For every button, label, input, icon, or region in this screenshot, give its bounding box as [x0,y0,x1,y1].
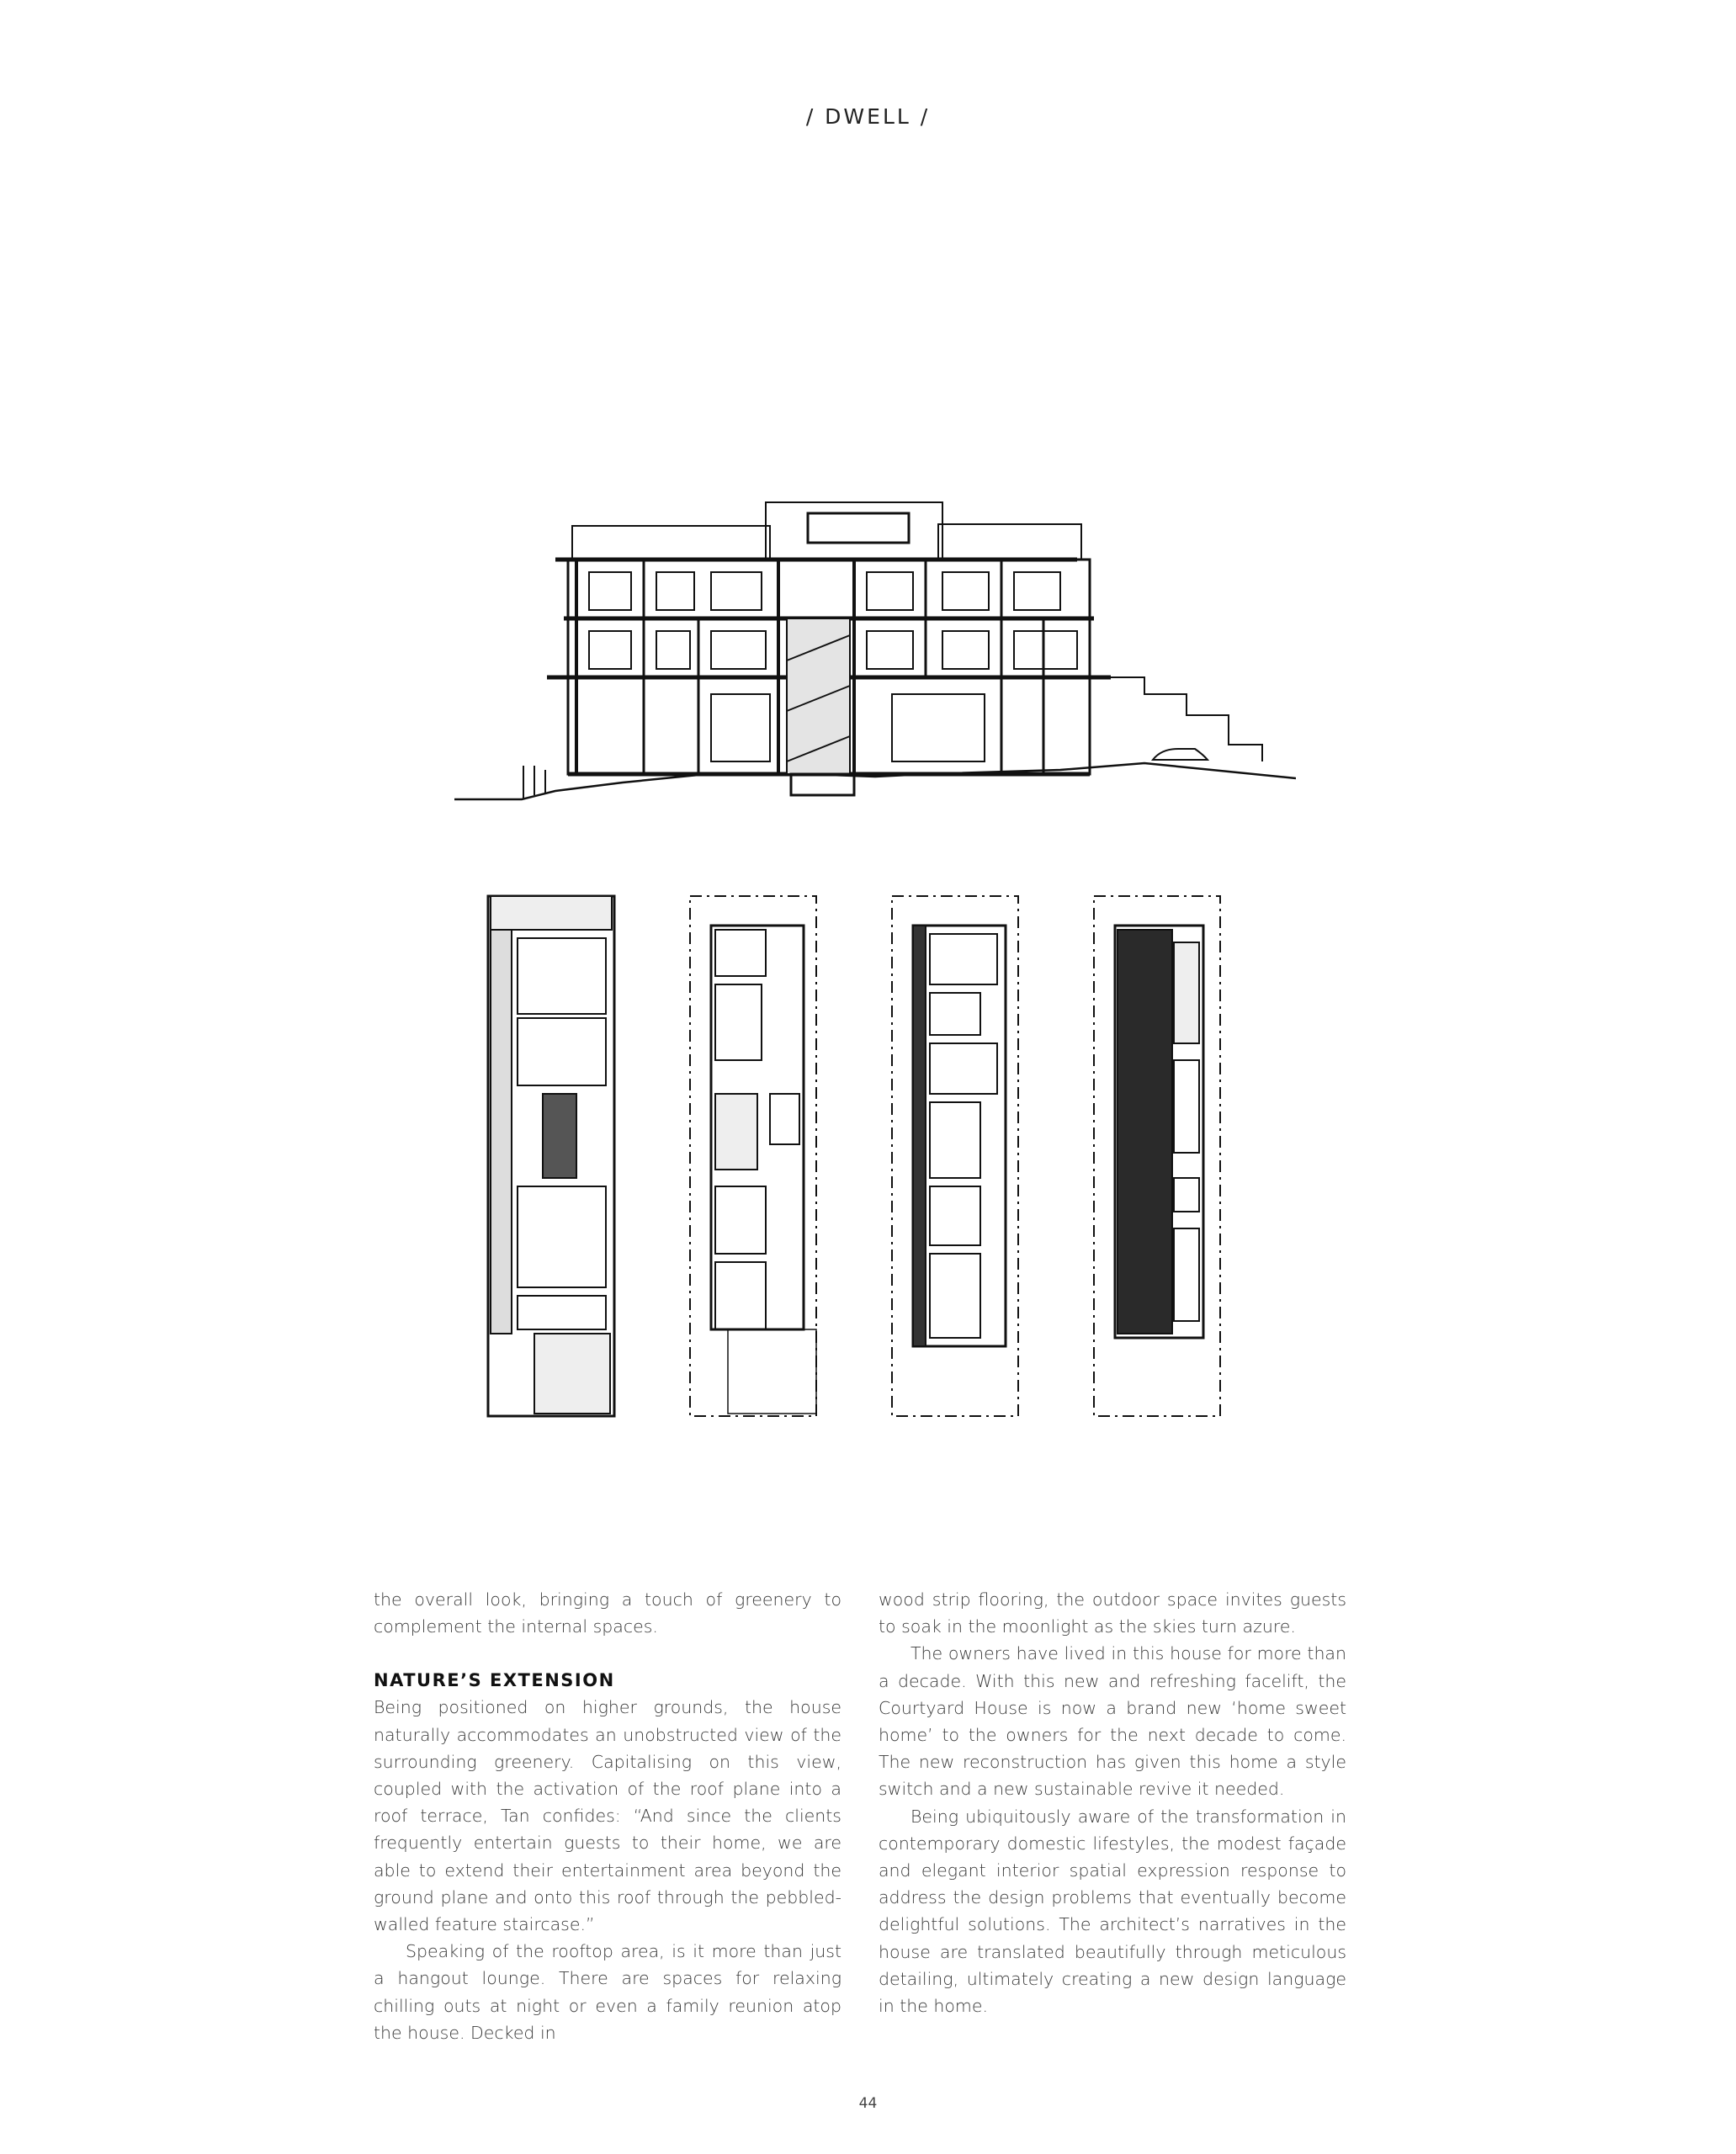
body-paragraph: the overall look, bringing a touch of greenery to complement the internal spaces. [374,1589,841,1637]
floor-plans-drawing [484,892,1224,1422]
body-paragraph: The owners have lived in this house for more than a decade. With this new and refreshing facelift, the Courtyard House is now a brand new ‘home sweet home’ to the owners for the next decade to come. The new reconstruction has given this home a style switch and a new sustainable revive it needed. [879,1643,1346,1800]
ground-floor-plan [488,896,614,1416]
body-paragraph: wood strip flooring, the outdoor space invites guests to soak in the moonlight as the skies turn azure. [879,1589,1346,1637]
right-text-column [879,1586,1346,2019]
first-floor-plan [690,896,816,1416]
section-heading: NATURE’S EXTENSION [374,1670,615,1691]
second-floor-plan [892,896,1018,1416]
roof-plan [1094,896,1220,1416]
building-section-drawing [454,492,1296,808]
magazine-section-header: / DWELL / [805,104,931,129]
body-paragraph: Being ubiquitously aware of the transformation in contemporary domestic lifestyles, the modest façade and elegant interior spatial expression response to address the design problems that eventually become delightful solutions. The architect’s narratives in the house are translated beautifully through meticulous detailing, ultimately creating a new design language in the home. [879,1806,1346,2017]
page-number: 44 [858,2095,878,2112]
body-paragraph: Speaking of the rooftop area, is it more than just a hangout lounge. There are spaces for relaxing chilling outs at night or even a family reunion atop the house. Decked in [374,1941,841,2043]
left-text-column [374,1586,841,2046]
body-paragraph: Being positioned on higher grounds, the house naturally accommodates an unobstructed view of the surrounding greenery. Capitalising on this view, coupled with the activation of the roof plane into a roof terrace, Tan confides: “And since the clients frequently entertain guests to their home, we are able to extend their entertainment area beyond the ground plane and onto this roof through the pebbled-walled feature staircase.” [374,1697,841,1935]
